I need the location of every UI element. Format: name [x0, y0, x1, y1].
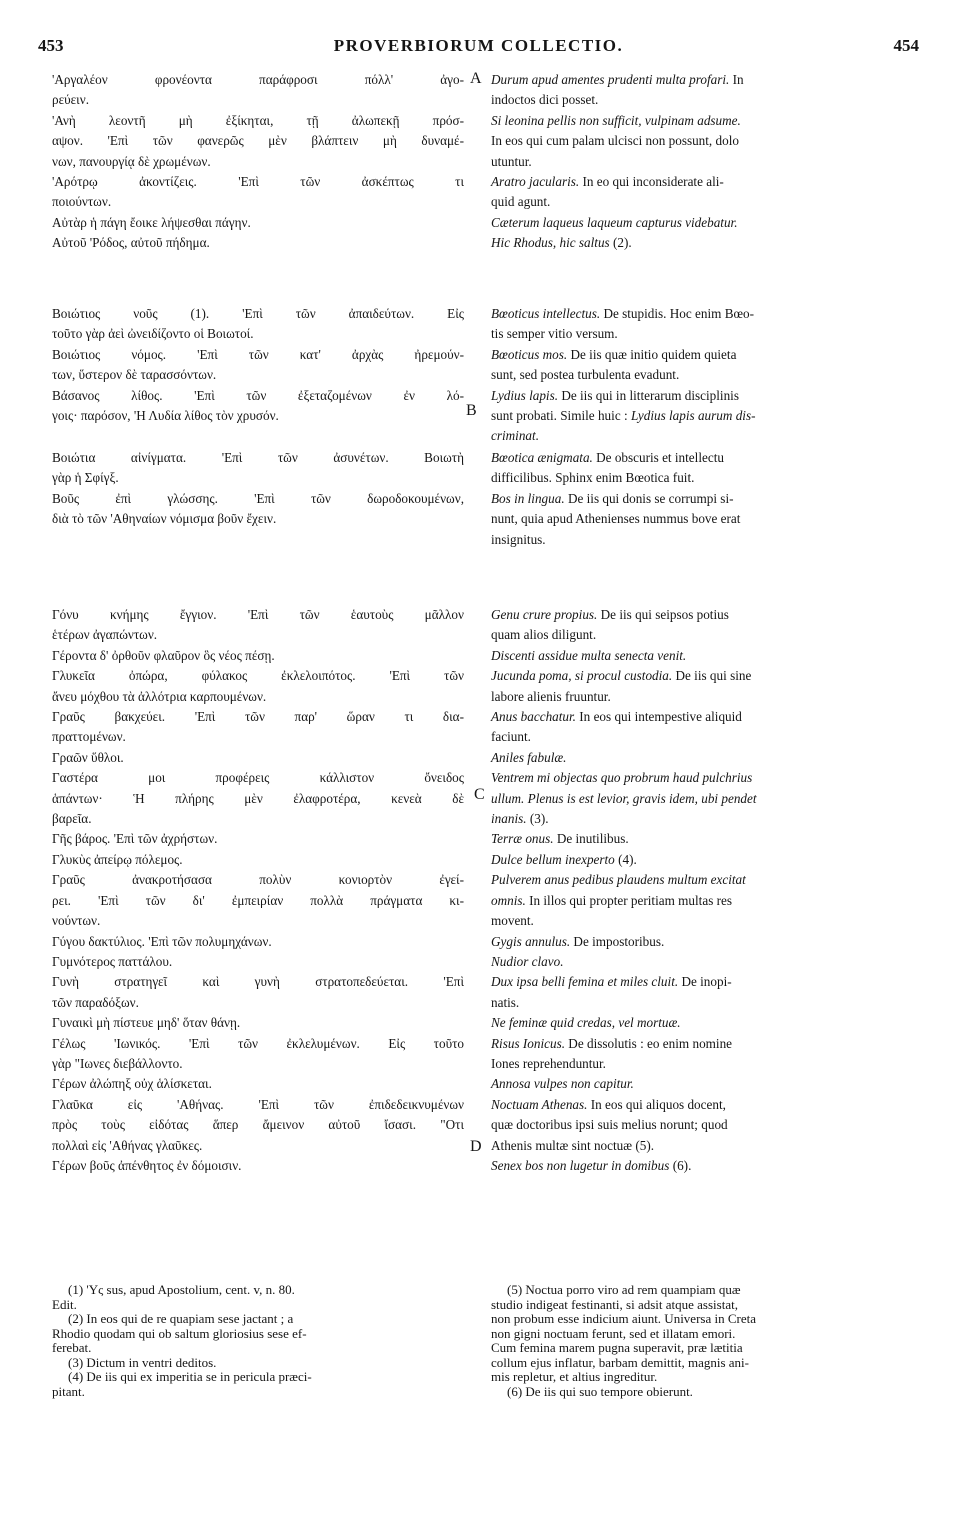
latin-proverb-italic: Lydius lapis. — [491, 387, 559, 403]
greek-text-line: ἑτέρων ἀγαπώντων. — [52, 627, 158, 643]
latin-text-line — [491, 707, 921, 727]
latin-commentary: In eos qui aliquos docent, — [587, 1096, 726, 1112]
greek-text-line: ἁπάντων· Ἡ πλήρης μὲν ἐλαφροτέρα, κενεὰ δὲ — [52, 790, 464, 806]
greek-text-line: νούντων. — [52, 913, 101, 929]
latin-text-line — [491, 625, 921, 645]
latin-proverb-italic: Bœoticus intellectus. — [491, 306, 601, 321]
greek-text-line: Βοιώτιος νόμος. 'Επὶ τῶν κατ' ἀρχὰς ἠρεμούν- — [52, 346, 464, 362]
latin-proverb-italic: Anus bacchatur. — [491, 709, 576, 725]
latin-text-line — [491, 1034, 921, 1054]
footnote-line: non gigni noctuam ferunt, sed et illatam emori. — [491, 1325, 736, 1341]
latin-text-line — [491, 748, 921, 768]
greek-text-line: Γόνυ κνήμης ἔγγιον. 'Επὶ τῶν ἑαυτοὺς μᾶλλον — [52, 607, 464, 622]
greek-text-line: ρει. 'Επὶ τῶν δι' ἐμπειρίαν πολλὰ πράγματα κι- — [52, 892, 464, 908]
latin-proverb-italic: Ventrem mi objectas quo probrum haud pulchrius — [491, 770, 753, 786]
footnote-line: pitant. — [52, 1383, 85, 1399]
greek-text-line: Γύγου δακτύλιος. 'Επὶ τῶν πολυμηχάνων. — [52, 933, 272, 949]
latin-commentary: difficilibus. Sphinx enim Bœotica fuit. — [491, 470, 695, 486]
latin-commentary: sunt probati. Simile huic : — [491, 408, 631, 424]
section-marker-b: B — [466, 402, 477, 419]
greek-text-line: των, ὕστερον δὲ ταρασσόντων. — [52, 367, 217, 383]
latin-commentary: De obscuris et intellectu — [592, 450, 724, 465]
greek-text-line: Γλυκὺς ἀπείρῳ πόλεμος. — [52, 851, 183, 867]
greek-column-block-2 — [52, 304, 464, 426]
latin-text-line — [491, 993, 921, 1013]
latin-text-line — [491, 233, 921, 253]
greek-text-line: Γυνὴ στρατηγεῖ καὶ γυνὴ στρατοπεδεύεται. 'Επὶ — [52, 974, 464, 990]
latin-text-line — [491, 727, 921, 747]
greek-text-line: τῶν παραδόξων. — [52, 994, 139, 1010]
greek-text-line: πρὸς τοὺς εἰδότας ἅπερ ἄμεινον αὐτοῦ ἴσασι. "Οτι — [52, 1117, 464, 1133]
latin-commentary: De iis qui in litterarum disciplinis — [558, 387, 739, 403]
latin-commentary: indoctos dici posset. — [491, 92, 599, 108]
greek-text-line: βαρεῖα. — [52, 811, 92, 827]
latin-text-line — [491, 911, 921, 931]
latin-commentary: (2). — [609, 235, 632, 251]
latin-proverb-italic: Noctuam Athenas. — [491, 1096, 588, 1112]
greek-text-line: Γῆς βάρος. 'Επὶ τῶν ἀχρήστων. — [52, 831, 218, 847]
latin-text-line — [491, 789, 921, 809]
footnotes-left — [52, 1283, 464, 1399]
greek-text-line: Αὐτοῦ 'Ρόδος, αὐτοῦ πήδημα. — [52, 235, 210, 251]
latin-commentary: utuntur. — [491, 153, 532, 169]
section-marker-d: D — [470, 1138, 482, 1155]
latin-text-line — [491, 213, 921, 233]
footnote-line: (6) De iis qui suo tempore obierunt. — [507, 1383, 693, 1399]
footnote-line: ferebat. — [52, 1340, 92, 1355]
footnotes-right — [491, 1283, 921, 1399]
latin-commentary: tis semper vitio versum. — [491, 326, 618, 342]
greek-text-line: Γέλως 'Ιωνικός. 'Επὶ τῶν ἐκλελυμένων. Εἰς τοῦτο — [52, 1035, 464, 1051]
greek-text-line: πραττομένων. — [52, 729, 126, 745]
latin-commentary: De iis qui sine — [672, 668, 752, 684]
latin-proverb-italic: Dux ipsa belli femina et miles cluit. — [491, 974, 679, 990]
greek-text-line: Βάσανος λίθος. 'Επὶ τῶν ἐξεταζομένων ἐν λό- — [52, 387, 464, 403]
latin-text-line — [491, 666, 921, 686]
latin-proverb-italic: Hic Rhodus, hic saltus — [491, 235, 610, 251]
latin-commentary: movent. — [491, 913, 534, 929]
greek-text-line: Βοιώτια αἰνίγματα. 'Επὶ τῶν ἀσυνέτων. Βοιωτὴ — [52, 450, 464, 465]
greek-text-line: Γραῦς ἀνακροτήσασα πολὺν κονιορτὸν ἐγεί- — [52, 872, 464, 888]
latin-commentary: quam alios diligunt. — [491, 627, 597, 643]
greek-text-line: Γέρων βοῦς ἀπένθητος ἐν δόμοισιν. — [52, 1157, 242, 1173]
latin-text-line — [491, 870, 921, 890]
latin-text-line — [491, 646, 921, 666]
latin-text-line — [491, 952, 921, 972]
latin-proverb-italic: Aniles fabulæ. — [491, 749, 567, 765]
page-number-right: 454 — [893, 36, 919, 55]
greek-text-line: Γαστέρα μοι προφέρεις κάλλιστον ὄνειδος — [52, 770, 464, 786]
latin-commentary: In eo qui inconsiderate ali- — [579, 174, 724, 190]
greek-text-line: αψον. 'Επὶ τῶν φανερῶς μὲν βλάπτειν μὴ δυναμέ- — [52, 133, 464, 149]
latin-text-line — [491, 768, 921, 788]
greek-text-line: Γραῦς βακχεύει. 'Επὶ τῶν παρ' ὥραν τι δια- — [52, 709, 464, 725]
greek-text-line: γὰρ ἡ Σφίγξ. — [52, 470, 119, 486]
latin-text-line — [491, 809, 921, 829]
latin-proverb-italic: inanis. — [491, 811, 527, 827]
latin-text-line — [491, 386, 921, 406]
latin-proverb-italic: Gygis annulus. — [491, 933, 571, 949]
latin-commentary: insignitus. — [491, 531, 546, 547]
latin-proverb-italic: Risus Ionicus. — [491, 1035, 565, 1051]
latin-text-line — [491, 365, 921, 385]
greek-text-line: τοῦτο γὰρ ἀεὶ ὠνειδίζοντο οἱ Βοιωτοί. — [52, 326, 254, 342]
latin-proverb-italic: Bœoticus mos. — [491, 346, 568, 362]
greek-column-block-3 — [52, 448, 464, 530]
greek-text-line: Βοῦς ἐπὶ γλώσσης. 'Επὶ τῶν δωροδοκουμένων, — [52, 490, 464, 506]
latin-commentary: (4). — [614, 851, 637, 867]
latin-commentary: Iones reprehenduntur. — [491, 1055, 606, 1071]
running-title: PROVERBIORUM COLLECTIO. — [333, 36, 624, 55]
latin-commentary: In — [729, 72, 744, 87]
latin-proverb-italic: Si leonina pellis non sufficit, vulpinam adsume. — [491, 112, 741, 128]
latin-commentary: natis. — [491, 994, 520, 1010]
latin-text-line — [491, 70, 921, 90]
latin-text-line — [491, 932, 921, 952]
latin-commentary: In illos qui propter peritiam multas res — [525, 892, 733, 908]
latin-commentary: faciunt. — [491, 729, 531, 745]
latin-proverb-italic: Genu crure propius. — [491, 607, 598, 622]
latin-proverb-italic: Ne feminæ quid credas, vel mortuæ. — [491, 1015, 681, 1031]
latin-proverb-italic: Cæterum laqueus laqueum capturus videbatur. — [491, 214, 738, 230]
latin-text-line — [491, 972, 921, 992]
latin-proverb-italic: Bos in lingua. — [491, 490, 565, 506]
latin-proverb-italic: ullum. Plenus is est levior, gravis idem, ubi pendet — [491, 790, 757, 806]
latin-proverb-italic: Nudior clavo. — [491, 953, 564, 969]
greek-text-line: Γέρων ἀλώπηξ οὐχ ἁλίσκεται. — [52, 1076, 212, 1092]
greek-text-line: 'Αργαλέον φρονέοντα παράφροσι πόλλ' ἀγο- — [52, 72, 464, 87]
greek-text-line: Βοιώτιος νοῦς (1). 'Επὶ τῶν ἀπαιδεύτων. Εἰς — [52, 306, 464, 321]
latin-text-line — [491, 1074, 921, 1094]
footnote-line: (5) Noctua porro viro ad rem quampiam quæ — [507, 1282, 741, 1297]
latin-text-line — [491, 850, 921, 870]
latin-commentary: De iis quæ initio quidem quieta — [567, 346, 737, 362]
greek-text-line: ποιούντων. — [52, 194, 112, 210]
latin-text-line — [491, 152, 921, 172]
greek-text-line: 'Ανὴ λεοντῆ μὴ ἐξίκηται, τῇ ἀλωπεκῇ πρόσ- — [52, 112, 464, 128]
footnote-line: studio indigeat festinanti, si adsit atque assistat, — [491, 1296, 738, 1312]
greek-text-line: Γέροντα δ' ὀρθοῦν φλαῦρον ὃς νέος πέσῃ. — [52, 647, 275, 663]
latin-proverb-italic: Pulverem anus pedibus plaudens multum excitat — [491, 872, 746, 888]
greek-text-line: Γλυκεῖα ὀπώρα, φύλακος ἐκλελοιπότος. 'Επὶ τῶν — [52, 668, 464, 684]
latin-text-line — [491, 406, 921, 426]
footnote-line: (1) 'Υς sus, apud Apostolium, cent. v, n. 80. — [68, 1282, 295, 1297]
latin-text-line — [491, 324, 921, 344]
latin-text-line — [491, 304, 921, 324]
greek-column-block-1 — [52, 70, 464, 254]
latin-commentary: quæ doctoribus ipsi suis melius norunt; quod — [491, 1117, 728, 1133]
greek-text-line: Γυμνότερος παττάλου. — [52, 953, 173, 969]
latin-text-line — [491, 448, 921, 468]
latin-commentary: De iis qui donis se corrumpi si- — [564, 490, 734, 506]
greek-text-line: πολλαὶ εἰς 'Αθήνας γλαῦκες. — [52, 1137, 203, 1153]
running-header — [38, 36, 919, 60]
greek-text-line: Γλαῦκα εἰς 'Αθήνας. 'Επὶ τῶν ἐπιδεδεικνυμένων — [52, 1096, 464, 1112]
latin-text-line — [491, 1115, 921, 1135]
footnote-line: Edit. — [52, 1296, 77, 1312]
latin-text-line — [491, 345, 921, 365]
section-marker-c: C — [474, 786, 485, 803]
latin-text-line — [491, 530, 921, 550]
footnote-line: (4) De iis qui ex imperitia se in pericula præci- — [68, 1369, 312, 1384]
footnote-line: (2) In eos qui de re quapiam sese jactant ; a — [68, 1311, 294, 1326]
latin-text-line — [491, 1013, 921, 1033]
latin-proverb-italic: criminat. — [491, 428, 539, 444]
footnote-line: Cum femina marem pugna superavit, præ lætitia — [491, 1340, 743, 1355]
section-marker-a: A — [470, 70, 482, 87]
footnote-line: collum ejus inflatur, barbam demittit, magnis ani- — [491, 1354, 749, 1370]
greek-text-line: 'Αρότρῳ ἀκοντίζεις. 'Επὶ τῶν ἀσκέπτως τι — [52, 174, 464, 190]
latin-proverb-italic: Durum apud amentes prudenti multa profari. — [491, 72, 730, 87]
latin-text-line — [491, 131, 921, 151]
latin-proverb-italic: Senex bos non lugetur in domibus — [491, 1157, 670, 1173]
latin-text-line — [491, 489, 921, 509]
latin-text-line — [491, 192, 921, 212]
latin-proverb-italic: Dulce bellum inexperto — [491, 851, 615, 867]
latin-commentary: In eos qui intempestive aliquid — [575, 709, 742, 725]
latin-text-line — [491, 1054, 921, 1074]
latin-commentary: Athenis multæ sint noctuæ (5). — [491, 1137, 655, 1153]
latin-column-block-3 — [491, 448, 921, 550]
latin-text-line — [491, 605, 921, 625]
latin-commentary: De iis qui seipsos potius — [597, 607, 729, 622]
latin-commentary: nunt, quia apud Athenienses nummus bove erat — [491, 511, 741, 527]
footnote-line: non probum esse indicium aiunt. Universa in Creta — [491, 1311, 757, 1326]
latin-proverb-italic: Terræ onus. — [491, 831, 554, 847]
latin-commentary: (3). — [526, 811, 549, 827]
latin-column-block-1 — [491, 70, 921, 254]
latin-text-line — [491, 1095, 921, 1115]
latin-commentary: In eos qui cum palam ulcisci non possunt, dolo — [491, 133, 739, 149]
latin-text-line — [491, 509, 921, 529]
latin-proverb-italic: Bœotica ænigmata. — [491, 450, 593, 465]
footnote-line: (3) Dictum in ventri deditos. — [68, 1354, 217, 1370]
greek-text-line: ἄνευ μόχθου τὰ ἀλλότρια καρπουμένων. — [52, 688, 267, 704]
latin-proverb-italic: Discenti assidue multa senecta venit. — [491, 647, 687, 663]
footnote-line: Rhodio quodam qui ob saltum gloriosius sese ef- — [52, 1325, 307, 1341]
latin-text-line — [491, 687, 921, 707]
latin-proverb-italic: Annosa vulpes non capitur. — [491, 1076, 634, 1092]
greek-text-line: νων, πανουργίᾳ δὲ χρωμένων. — [52, 153, 211, 169]
latin-proverb-italic: omnis. — [491, 892, 526, 908]
latin-text-line — [491, 468, 921, 488]
latin-column-block-2 — [491, 304, 921, 447]
latin-proverb-italic: Aratro jacularis. — [491, 174, 580, 190]
latin-commentary: De dissolutis : eo enim nomine — [565, 1035, 733, 1051]
greek-column-block-4 — [52, 605, 464, 1176]
latin-text-line — [491, 891, 921, 911]
latin-text-line — [491, 426, 921, 446]
latin-text-line — [491, 1136, 921, 1156]
latin-commentary: De impostoribus. — [570, 933, 665, 949]
page-number-left: 453 — [38, 36, 64, 55]
latin-commentary: (6). — [669, 1157, 692, 1173]
greek-text-line: διὰ τὸ τῶν 'Αθηναίων νόμισμα βοῦν ἔχειν. — [52, 511, 277, 527]
latin-commentary: De inopi- — [678, 974, 732, 990]
greek-text-line: Γυναικὶ μὴ πίστευε μηδ' ὅταν θάνῃ. — [52, 1015, 241, 1031]
latin-text-line — [491, 172, 921, 192]
latin-column-block-4 — [491, 605, 921, 1176]
latin-commentary: quid agunt. — [491, 194, 551, 210]
latin-text-line — [491, 90, 921, 110]
greek-text-line: γοις· παρόσον, 'Η Λυδία λίθος τὸν χρυσόν. — [52, 408, 279, 424]
latin-text-line — [491, 111, 921, 131]
greek-text-line: γὰρ "Ιωνες διεβάλλοντο. — [52, 1055, 183, 1071]
latin-text-line — [491, 1156, 921, 1176]
latin-proverb-italic: Jucunda poma, si procul custodia. — [491, 668, 673, 684]
latin-commentary: De stupidis. Hoc enim Bœo- — [600, 306, 754, 321]
greek-text-line: Γραῶν ὕθλοι. — [52, 749, 124, 765]
footnote-line: mis repletur, et altius ingreditur. — [491, 1369, 658, 1384]
latin-commentary: labore alienis fruuntur. — [491, 688, 611, 704]
greek-text-line: Αὐτὰρ ἡ πάγη ἔοικε λήψεσθαι πάγην. — [52, 214, 251, 230]
latin-proverb-italic: Lydius lapis aurum dis- — [630, 408, 756, 424]
latin-commentary: De inutilibus. — [553, 831, 629, 847]
greek-text-line: ρεύειν. — [52, 92, 89, 108]
latin-commentary: sunt, sed postea turbulenta evadunt. — [491, 367, 680, 383]
latin-text-line — [491, 829, 921, 849]
